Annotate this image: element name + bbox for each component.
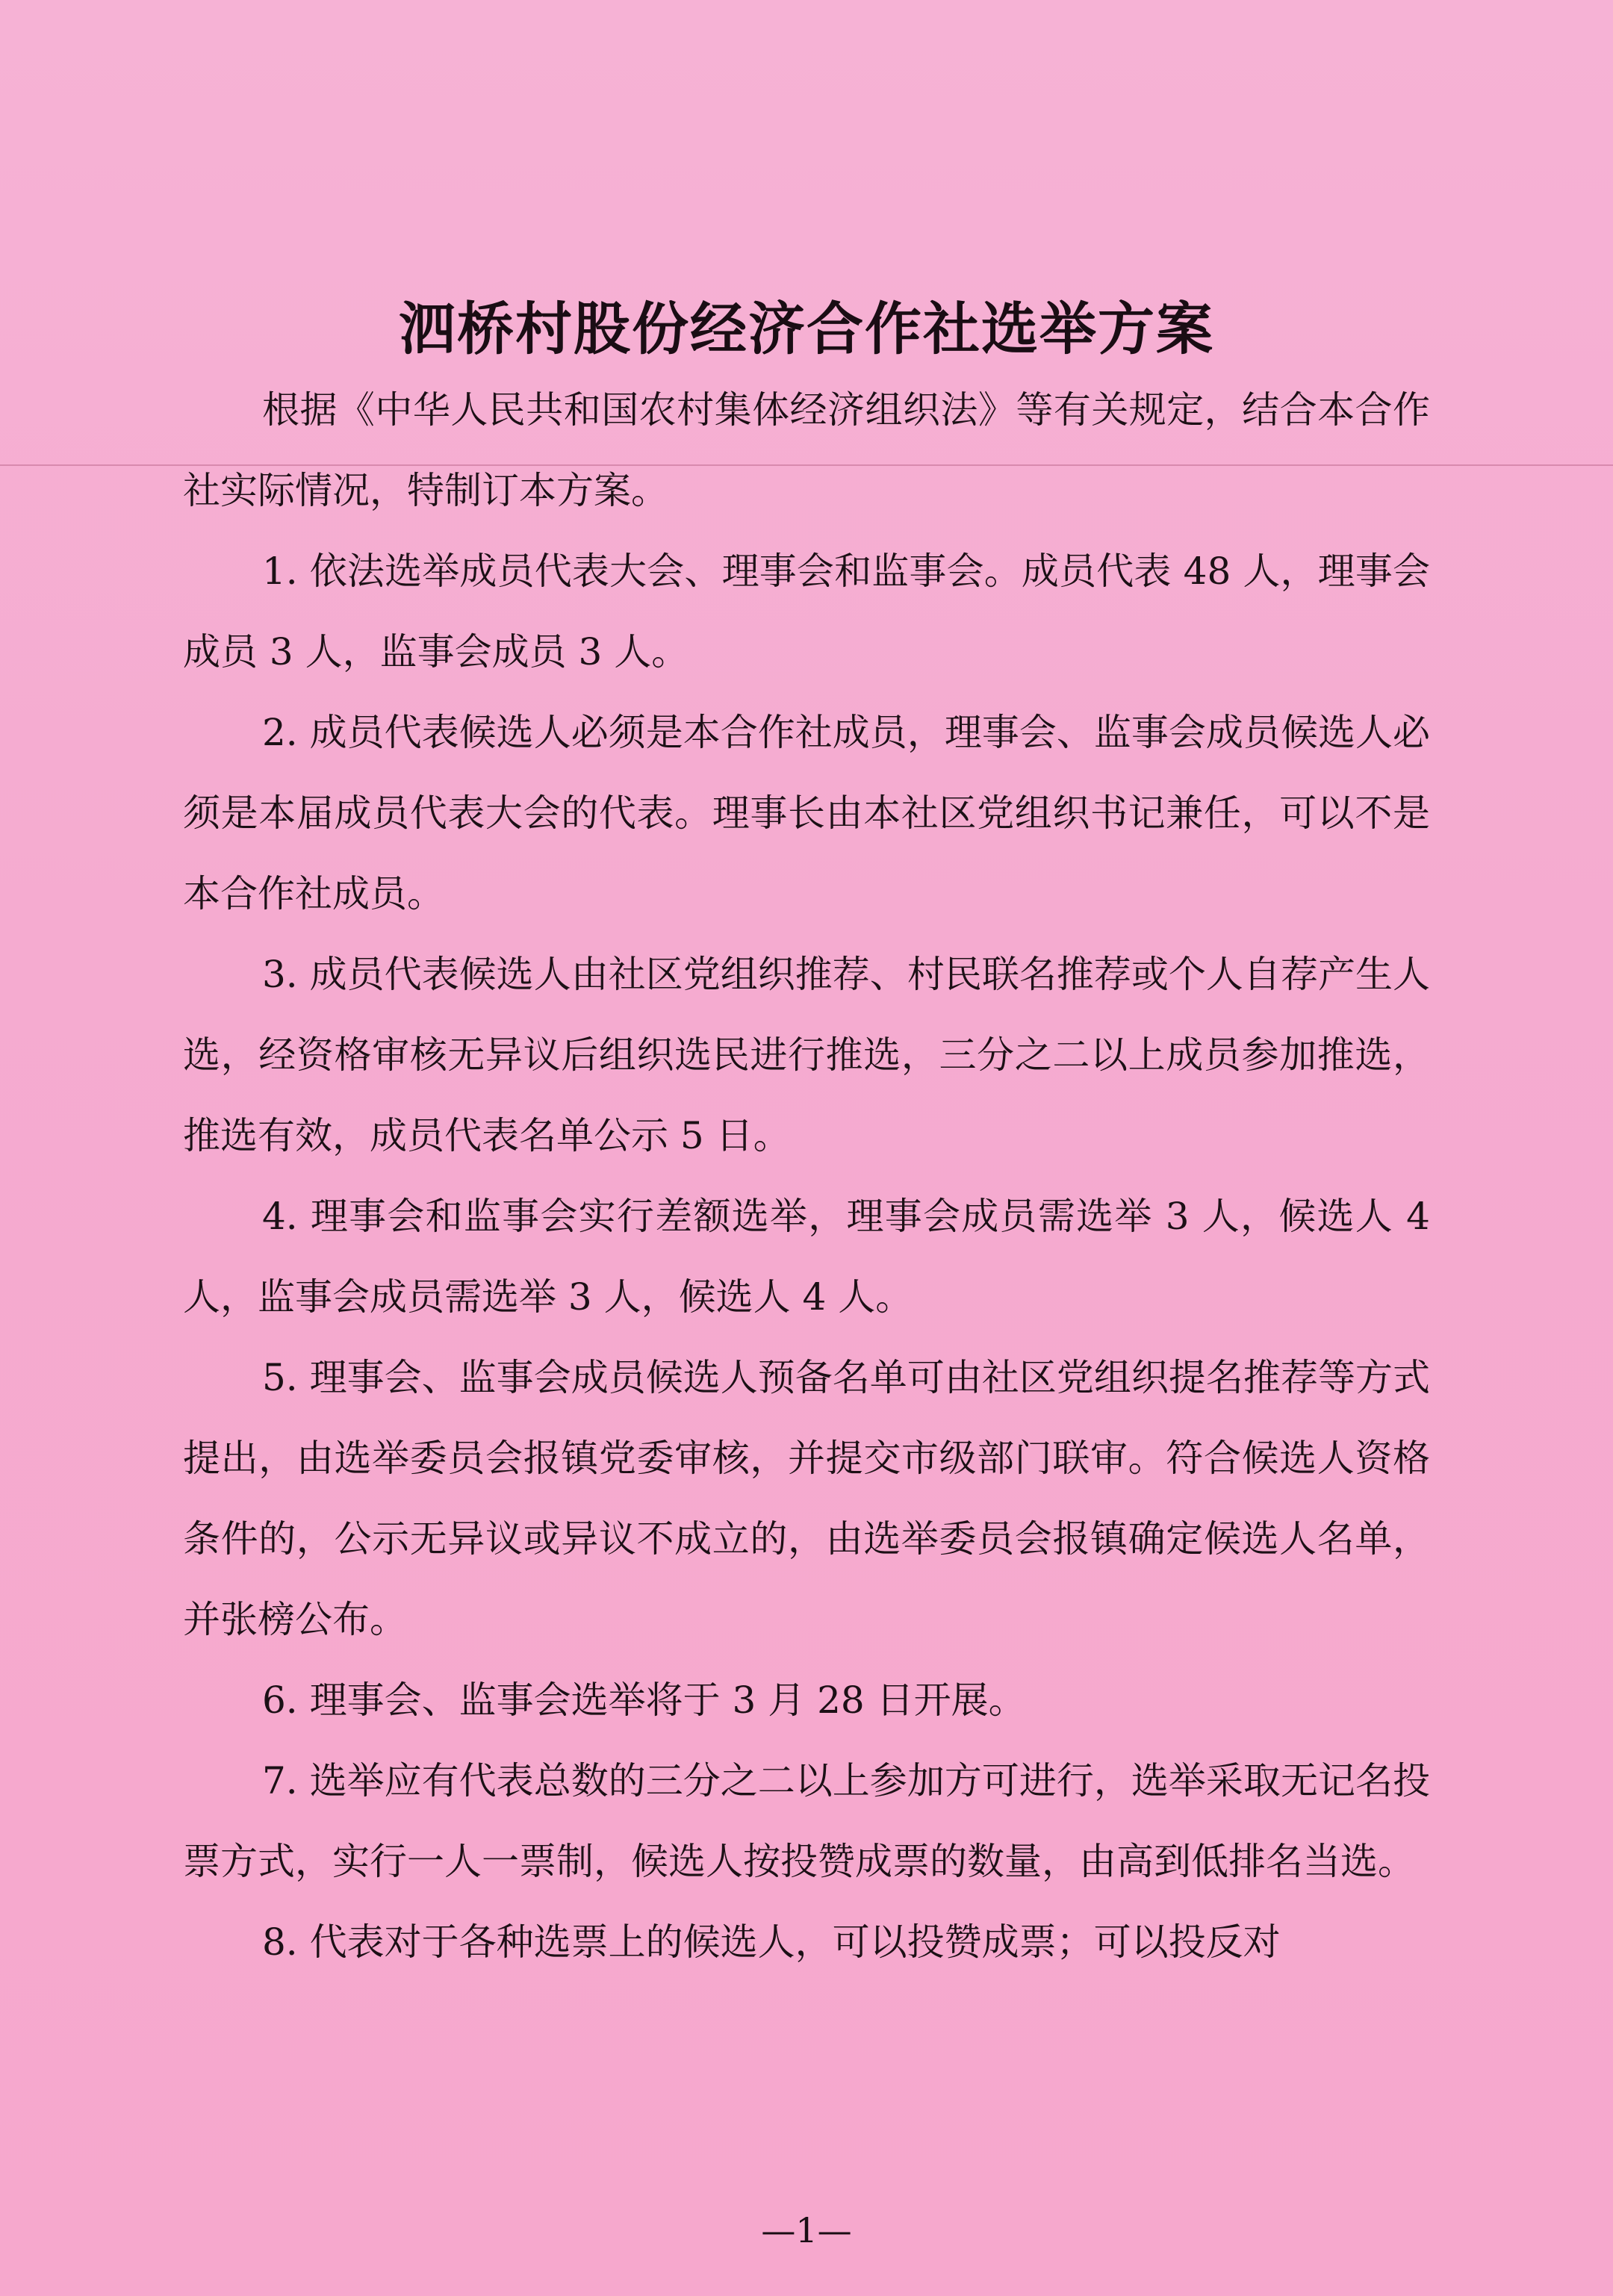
- paragraph-item-7: 7. 选举应有代表总数的三分之二以上参加方可进行，选举采取无记名投票方式，实行一人一票制，候选人按投赞成票的数量，由高到低排名当选。: [183, 1759, 1430, 1883]
- page-number: —1—: [761, 2210, 852, 2250]
- paragraph-intro: 根据《中华人民共和国农村集体经济组织法》等有关规定，结合本合作社实际情况，特制订本方案。: [183, 388, 1430, 512]
- document-body: [183, 370, 1430, 1982]
- paragraph-item-6: 6. 理事会、监事会选举将于 3 月 28 日开展。: [262, 1679, 1026, 1722]
- paragraph-item-3: 3. 成员代表候选人由社区党组织推荐、村民联名推荐或个人自荐产生人选，经资格审核无异议后组织选民进行推选，三分之二以上成员参加推选，推选有效，成员代表名单公示 5 日。: [183, 953, 1430, 1157]
- paragraph-item-5: 5. 理事会、监事会成员候选人预备名单可由社区党组织提名推荐等方式提出，由选举委员会报镇党委审核，并提交市级部门联审。符合候选人资格条件的，公示无异议或异议不成立的，由选举委员会报镇确定候选人名单，并张榜公布。: [183, 1356, 1430, 1641]
- paragraph-item-4: 4. 理事会和监事会实行差额选举，理事会成员需选举 3 人，候选人 4 人，监事会成员需选举 3 人，候选人 4 人。: [183, 1195, 1430, 1319]
- paragraph-item-8: 8. 代表对于各种选票上的候选人，可以投赞成票；可以投反对: [262, 1920, 1281, 1964]
- paragraph-item-1: 1. 依法选举成员代表大会、理事会和监事会。成员代表 48 人，理事会成员 3 人，监事会成员 3 人。: [183, 550, 1430, 673]
- document-title: 泗桥村股份经济合作社选举方案: [399, 296, 1214, 362]
- paragraph-item-2: 2. 成员代表候选人必须是本合作社成员，理事会、监事会成员候选人必须是本届成员代表大会的代表。理事长由本社区党组织书记兼任，可以不是本合作社成员。: [183, 711, 1430, 915]
